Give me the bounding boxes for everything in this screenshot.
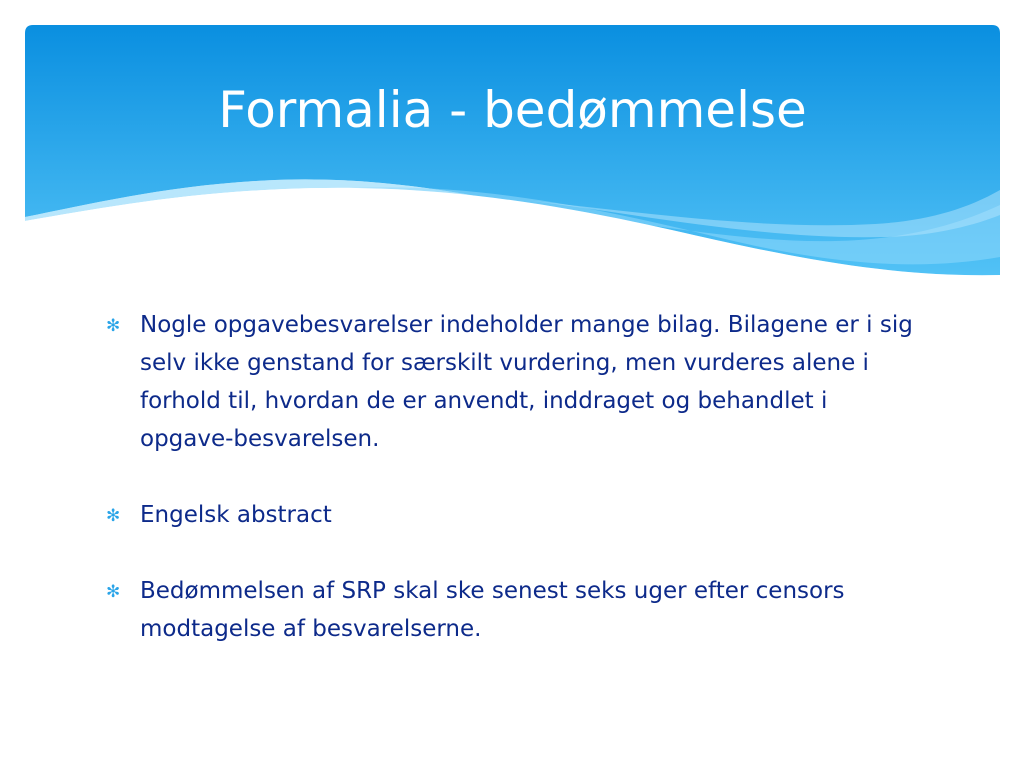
list-item — [106, 496, 926, 534]
slide-title: Formalia - bedømmelse — [218, 81, 807, 139]
asterisk-bullet-icon: ✻ — [106, 582, 121, 602]
list-item — [106, 306, 926, 458]
bullet-text: Nogle opgavebesvarelser indeholder mange bilag. Bilagene er i sig selv ikke genstand for særskilt vurdering, men vurderes alene i forhold til, hvordan de er anvendt, inddraget og behandlet i opgave-besvarelsen. — [140, 312, 913, 452]
header-banner — [25, 25, 1000, 290]
bullet-text: Bedømmelsen af SRP skal ske senest seks uger efter censors modtagelse af besvarelserne. — [140, 578, 845, 642]
asterisk-bullet-icon: ✻ — [106, 506, 121, 526]
asterisk-bullet-icon: ✻ — [106, 316, 121, 336]
list-item — [106, 572, 926, 648]
wave-banner-graphic — [25, 25, 1000, 290]
bullet-list — [106, 306, 926, 686]
bullet-text: Engelsk abstract — [140, 502, 332, 528]
